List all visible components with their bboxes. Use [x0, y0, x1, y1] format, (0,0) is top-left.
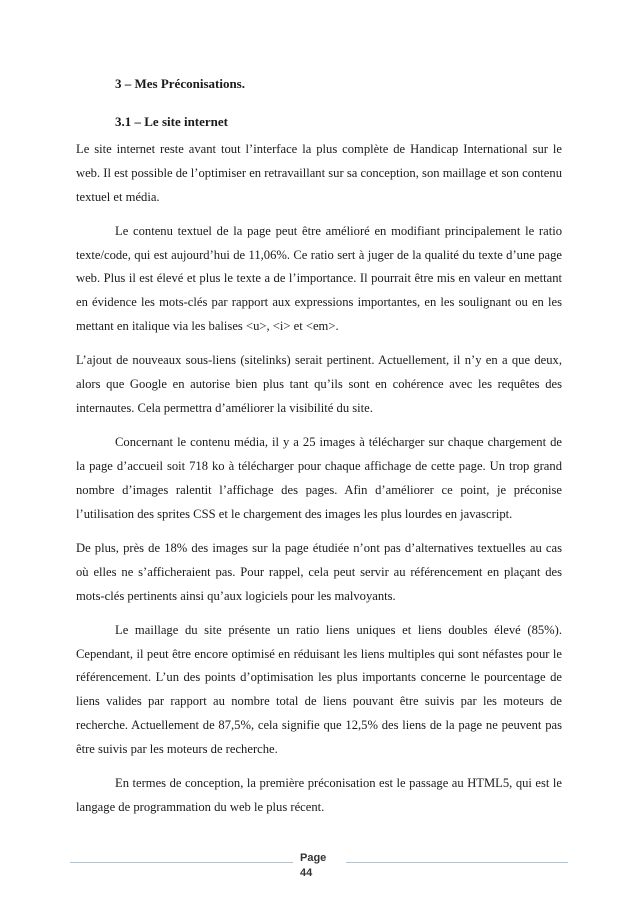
- paragraph-media: Concernant le contenu média, il y a 25 images à télécharger sur chaque chargement de la page d’accueil soit 718 ko à télécharger pour chaque affichage de cette page. Un trop grand nombre d’images ralentit l’affichage des pages. Afin d’améliorer ce point, je préconise l’utilisation des sprites CSS et le chargement des images les plus lourdes en javascript.: [76, 435, 562, 521]
- paragraph-intro: Le site internet reste avant tout l’interface la plus complète de Handicap International sur le web. Il est possible de l’optimiser en retravaillant sur sa conception, son maillage et son contenu textuel et média.: [76, 142, 562, 204]
- footer-divider-right: [346, 862, 568, 863]
- footer-divider-left: [70, 862, 293, 863]
- page-number-block: [300, 851, 340, 881]
- page-label: Page: [300, 852, 327, 864]
- subsection-heading: 3.1 – Le site internet: [115, 114, 229, 129]
- paragraph-linking: Le maillage du site présente un ratio liens uniques et liens doubles élevé (85%). Cependant, il peut être encore optimisé en réduisant les liens multiples qui sont néfastes pour le référencement. L’un des points d’optimisation les plus importants concerne le pourcentage de liens valides par rapport au nombre total de liens pouvant être suivis par les moteurs de recherche. Actuellement de 87,5%, cela signifie que 12,5% des liens de la page ne peuvent pas être suivis par les moteurs de recherche.: [76, 622, 562, 756]
- section-heading: 3 – Mes Préconisations.: [115, 76, 245, 91]
- page-number: 44: [300, 867, 313, 879]
- paragraph-sitelinks: L’ajout de nouveaux sous-liens (sitelinks) serait pertinent. Actuellement, il n’y en a que deux, alors que Google en autorise bien plus tant qu’ils sont en cohérence avec les requêtes des internautes. Cela permettra d’améliorer la visibilité du site.: [76, 353, 562, 415]
- body-text: [76, 138, 562, 830]
- paragraph-alt-text: De plus, près de 18% des images sur la page étudiée n’ont pas d’alternatives textuelles au cas où elles ne s’afficheraient pas. Pour rappel, cela peut servir au référencement en plaçant des mots-clés pertinents ainsi qu’aux logiciels pour les malvoyants.: [76, 540, 562, 603]
- paragraph-html5: En termes de conception, la première préconisation est le passage au HTML5, qui est le langage de programmation du web le plus récent.: [76, 776, 562, 814]
- paragraph-text-content: Le contenu textuel de la page peut être amélioré en modifiant principalement le ratio texte/code, qui est aujourd’hui de 11,06%. Ce ratio sert à juger de la qualité du texte d’une page web. Plus il est élevé et plus le texte a de l’importance. Il pourrait être mis en valeur en mettant en évidence les mots-clés par rapport aux expressions importantes, en les soulignant ou en les mettant en italique via les balises <u>, <i> et <em>.: [76, 223, 562, 334]
